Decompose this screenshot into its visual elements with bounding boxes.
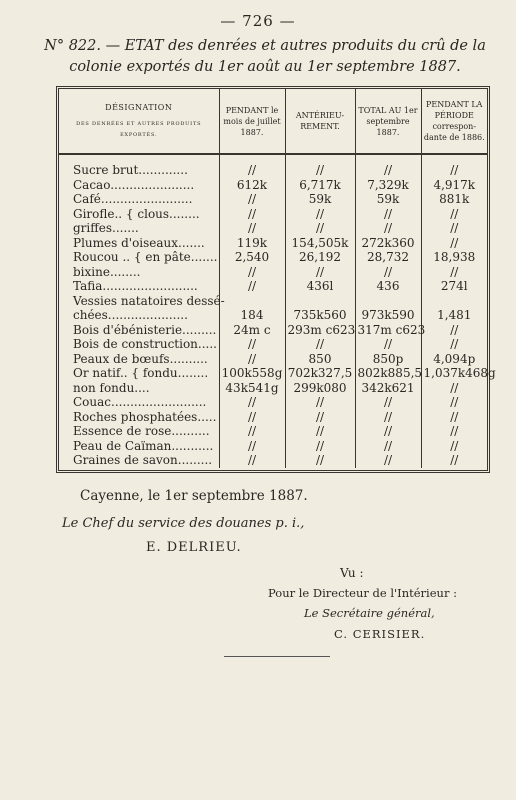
table-row bbox=[59, 439, 487, 454]
row-label: Girofle.. { clous........ bbox=[59, 207, 219, 222]
cell-month: 184 bbox=[219, 308, 285, 323]
cell-prior: // bbox=[285, 221, 355, 236]
cell-month: // bbox=[219, 279, 285, 294]
cell-prior: // bbox=[285, 395, 355, 410]
row-label: Bois de construction..... bbox=[59, 337, 219, 352]
header-col-total: TOTAL AU 1er septembre 1887. bbox=[355, 89, 421, 154]
cell-prior: // bbox=[285, 424, 355, 439]
table-row bbox=[59, 250, 487, 265]
header-designation-sub: DES DENRÉES ET AUTRES PRODUITS EXPORTÉS. bbox=[76, 120, 202, 138]
cell-month: 43k541g bbox=[219, 381, 285, 396]
cell-prior: // bbox=[285, 154, 355, 178]
cell-total: // bbox=[355, 337, 421, 352]
cell-1886: // bbox=[450, 221, 459, 235]
row-label: Roches phosphatées..... bbox=[59, 410, 219, 425]
table-row bbox=[59, 265, 487, 280]
row-label: Peaux de bœufs.......... bbox=[59, 352, 219, 367]
cell-total: // bbox=[355, 439, 421, 454]
table-row bbox=[59, 381, 487, 396]
cell-prior: // bbox=[285, 410, 355, 425]
document-title bbox=[30, 36, 500, 78]
row-label: Tafia......................... bbox=[59, 279, 219, 294]
cell-1886: 1,481 bbox=[437, 308, 472, 322]
cell-prior: // bbox=[285, 207, 355, 222]
row-label: Cacao...................... bbox=[59, 178, 219, 193]
cell-prior: 436l bbox=[285, 279, 355, 294]
table-row bbox=[59, 207, 487, 222]
chef-title: Le Chef du service des douanes p. i., bbox=[62, 516, 305, 531]
cell-prior: 702k327,5 bbox=[285, 366, 355, 381]
secretaire-title: Le Secrétaire général, bbox=[304, 606, 435, 620]
cell-month: 100k558g bbox=[219, 366, 285, 381]
cell-1886: // bbox=[450, 438, 459, 453]
cell-total: 802k885,5 bbox=[355, 366, 421, 381]
table-row bbox=[59, 337, 487, 352]
table-row bbox=[59, 352, 487, 367]
cell-total: 850p bbox=[355, 352, 421, 367]
row-label: Peau de Caïman........... bbox=[59, 439, 219, 454]
cell-prior: 26,192 bbox=[285, 250, 355, 265]
cell-total: // bbox=[355, 410, 421, 425]
cell-month: // bbox=[219, 154, 285, 178]
row-label: Roucou .. { en pâte....... bbox=[59, 250, 219, 265]
cell-prior: // bbox=[285, 453, 355, 468]
page-number: — 726 — bbox=[220, 12, 296, 30]
cell-1886: 274l bbox=[440, 279, 468, 293]
cell-total: 317m c623 bbox=[355, 323, 421, 338]
secretaire-name: C. CERISIER. bbox=[334, 627, 426, 641]
cell-1886: // bbox=[450, 322, 459, 337]
cell-1886: 4,094p bbox=[433, 351, 476, 366]
cell-prior: // bbox=[285, 439, 355, 454]
table-row bbox=[59, 154, 487, 178]
cell-1886: 1,037k468g bbox=[423, 366, 496, 380]
table-row bbox=[59, 424, 487, 439]
cell-total: // bbox=[355, 154, 421, 178]
cell-month: // bbox=[219, 395, 285, 410]
export-table-grid bbox=[59, 89, 496, 468]
cell-month: // bbox=[219, 352, 285, 367]
table-row bbox=[59, 308, 487, 323]
cell-month: // bbox=[219, 410, 285, 425]
row-label: Essence de rose.......... bbox=[59, 424, 219, 439]
cell-month: // bbox=[219, 424, 285, 439]
cell-month: // bbox=[219, 192, 285, 207]
cell-1886 bbox=[421, 294, 487, 309]
cell-total: 59k bbox=[355, 192, 421, 207]
cell-month: // bbox=[219, 337, 285, 352]
table-row bbox=[59, 192, 487, 207]
row-label: Couac......................... bbox=[59, 395, 219, 410]
export-table bbox=[56, 86, 496, 473]
row-label: Or natif.. { fondu........ bbox=[59, 366, 219, 381]
table-row bbox=[59, 410, 487, 425]
cell-total: 272k360 bbox=[355, 236, 421, 251]
cell-prior: 293m c623 bbox=[285, 323, 355, 338]
cell-total: // bbox=[355, 395, 421, 410]
cell-month: 24m c bbox=[219, 323, 285, 338]
row-label: bixine........ bbox=[59, 265, 219, 280]
place-date: Cayenne, le 1er septembre 1887. bbox=[80, 488, 308, 504]
cell-prior: 850 bbox=[285, 352, 355, 367]
cell-1886: // bbox=[450, 453, 459, 467]
table-row bbox=[59, 323, 487, 338]
cell-1886: // bbox=[450, 235, 459, 250]
cell-month: // bbox=[219, 439, 285, 454]
closing-rule bbox=[224, 656, 330, 657]
chef-name: E. DELRIEU. bbox=[146, 540, 242, 555]
cell-1886: 18,938 bbox=[433, 250, 476, 264]
cell-1886: // bbox=[450, 337, 459, 351]
cell-month: 119k bbox=[219, 236, 285, 251]
table-row bbox=[59, 178, 487, 193]
cell-month: // bbox=[219, 221, 285, 236]
table-row bbox=[59, 395, 487, 410]
cell-total: 7,329k bbox=[355, 178, 421, 193]
table-row bbox=[59, 366, 487, 381]
cell-1886: // bbox=[450, 206, 459, 221]
cell-month: 612k bbox=[219, 178, 285, 193]
cell-total: 973k590 bbox=[355, 308, 421, 323]
header-designation-label: DÉSIGNATION bbox=[105, 102, 173, 112]
cell-prior: 6,717k bbox=[285, 178, 355, 193]
header-col-prior: ANTÉRIEU-REMENT. bbox=[285, 89, 355, 154]
cell-total: 28,732 bbox=[355, 250, 421, 265]
cell-prior: 59k bbox=[285, 192, 355, 207]
row-label: Café........................ bbox=[59, 192, 219, 207]
cell-month bbox=[219, 294, 285, 309]
cell-1886: // bbox=[450, 163, 459, 177]
cell-total: // bbox=[355, 265, 421, 280]
cell-1886: // bbox=[450, 424, 459, 438]
directeur-line: Pour le Directeur de l'Intérieur : bbox=[268, 586, 457, 600]
cell-total: // bbox=[355, 207, 421, 222]
cell-1886: // bbox=[450, 264, 459, 279]
table-row bbox=[59, 453, 487, 468]
cell-prior: // bbox=[285, 265, 355, 280]
row-label: Bois d'ébénisterie......... bbox=[59, 323, 219, 338]
row-label: Vessies natatoires dessé- bbox=[59, 294, 219, 309]
cell-total: // bbox=[355, 453, 421, 468]
row-label: chées..................... bbox=[59, 308, 219, 323]
cell-month: 2,540 bbox=[219, 250, 285, 265]
header-col-1886: PENDANT LA PÉRIODE correspon-dante de 1886. bbox=[421, 89, 487, 154]
table-row bbox=[59, 294, 487, 309]
cell-total: 436 bbox=[355, 279, 421, 294]
title-line-2: colonie exportés du 1er août au 1er septembre 1887. bbox=[69, 59, 461, 75]
table-body bbox=[59, 154, 496, 468]
cell-total bbox=[355, 294, 421, 309]
cell-month: // bbox=[219, 207, 285, 222]
cell-prior: 154,505k bbox=[285, 236, 355, 251]
cell-prior: 299k080 bbox=[285, 381, 355, 396]
cell-total: // bbox=[355, 424, 421, 439]
row-label: griffes....... bbox=[59, 221, 219, 236]
cell-prior bbox=[285, 294, 355, 309]
cell-1886: // bbox=[450, 409, 459, 424]
table-header-row bbox=[59, 89, 487, 154]
cell-month: // bbox=[219, 453, 285, 468]
vu-label: Vu : bbox=[340, 566, 364, 580]
cell-1886: 881k bbox=[439, 192, 470, 206]
cell-month: // bbox=[219, 265, 285, 280]
header-col-month: PENDANT le mois de juillet 1887. bbox=[219, 89, 285, 154]
table-row bbox=[59, 236, 487, 251]
header-designation bbox=[59, 89, 219, 154]
row-label: Sucre brut............. bbox=[59, 154, 219, 178]
cell-prior: // bbox=[285, 337, 355, 352]
row-label: Plumes d'oiseaux....... bbox=[59, 236, 219, 251]
table-row bbox=[59, 279, 487, 294]
table-row bbox=[59, 221, 487, 236]
cell-total: 342k621 bbox=[355, 381, 421, 396]
cell-1886: // bbox=[450, 395, 459, 409]
cell-total: // bbox=[355, 221, 421, 236]
cell-1886: // bbox=[450, 380, 459, 395]
row-label: non fondu.... bbox=[59, 381, 219, 396]
cell-1886: 4,917k bbox=[433, 177, 476, 192]
cell-prior: 735k560 bbox=[285, 308, 355, 323]
row-label: Graines de savon......... bbox=[59, 453, 219, 468]
title-line-1: N° 822. — ETAT des denrées et autres produits du crû de la bbox=[44, 38, 486, 54]
